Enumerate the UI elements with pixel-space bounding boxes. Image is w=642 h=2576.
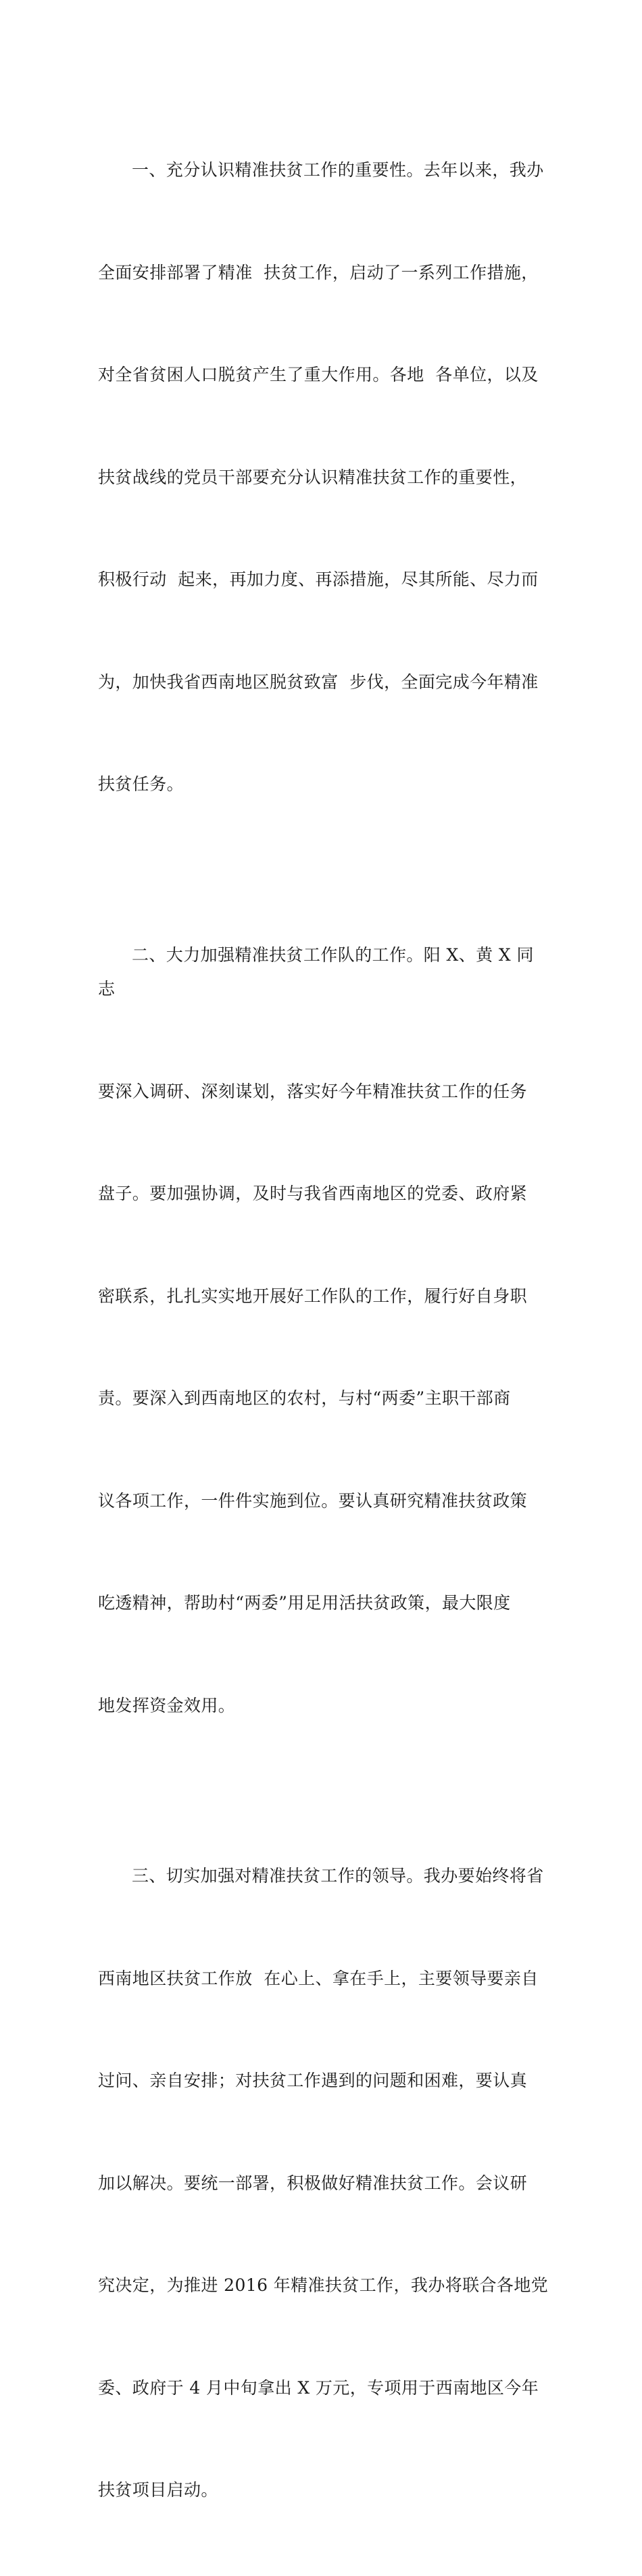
paragraph-2-line-3: 盘子。要加强协调，及时与我省西南地区的党委、政府紧 [98,1184,528,1203]
paragraph-3-line-1: 三、切实加强对精准扶贫工作的领导。我办要始终将省 [132,1866,544,1886]
paragraph-3 [98,1791,551,2576]
paragraph-1-line-2: 全面安排部署了精准 扶贫工作，启动了一系列工作措施， [98,262,539,282]
paragraph-3-line-6: 委、政府于 4 月中旬拿出 X 万元，专项用于西南地区今年 [98,2377,539,2398]
paragraph-1-line-4: 扶贫战线的党员干部要充分认识精准扶贫工作的重要性， [98,467,528,487]
paragraph-2-line-6: 议各项工作，一件件实施到位。要认真研究精准扶贫政策 [98,1490,528,1511]
paragraph-2-line-7: 吃透精神，帮助村“两委”用足用活扶贫政策，最大限度 [98,1593,511,1613]
paragraph-2-line-1: 二、大力加强精准扶贫工作队的工作。阳 X、黄 X 同志 [98,944,534,999]
paragraph-3-line-4: 加以解决。要统一部署，积极做好精准扶贫工作。会议研 [98,2173,528,2193]
paragraph-1-line-7: 扶贫任务。 [98,774,184,794]
paragraph-1-line-1: 一、充分认识精准扶贫工作的重要性。去年以来，我办 [132,160,544,180]
paragraph-1-line-6: 为，加快我省西南地区脱贫致富 步伐，全面完成今年精准 [98,672,539,692]
paragraph-2-line-4: 密联系，扎扎实实地开展好工作队的工作，履行好自身职 [98,1286,528,1306]
paragraph-1-line-3: 对全省贫困人口脱贫产生了重大作用。各地 各单位，以及 [98,365,539,384]
paragraph-1 [98,85,551,870]
paragraph-3-line-2: 西南地区扶贫工作放 在心上、拿在手上，主要领导要亲自 [98,1968,539,1988]
paragraph-3-line-7: 扶贫项目启动。 [98,2480,218,2500]
paragraph-3-line-5: 究决定，为推进 2016 年精准扶贫工作，我办将联合各地党 [98,2275,549,2295]
paragraph-1-line-5: 积极行动 起来，再加力度、再添措施，尽其所能、尽力而 [98,570,539,589]
paragraph-2-line-8: 地发挥资金效用。 [98,1695,236,1715]
paragraph-2-line-5: 责。要深入到西南地区的农村，与村“两委”主职干部商 [98,1388,511,1408]
paragraph-2 [98,870,551,1792]
document-body [98,85,551,2576]
paragraph-2-line-2: 要深入调研、深刻谋划，落实好今年精准扶贫工作的任务 [98,1081,528,1101]
paragraph-3-line-3: 过问、亲自安排；对扶贫工作遇到的问题和困难，要认真 [98,2071,528,2090]
